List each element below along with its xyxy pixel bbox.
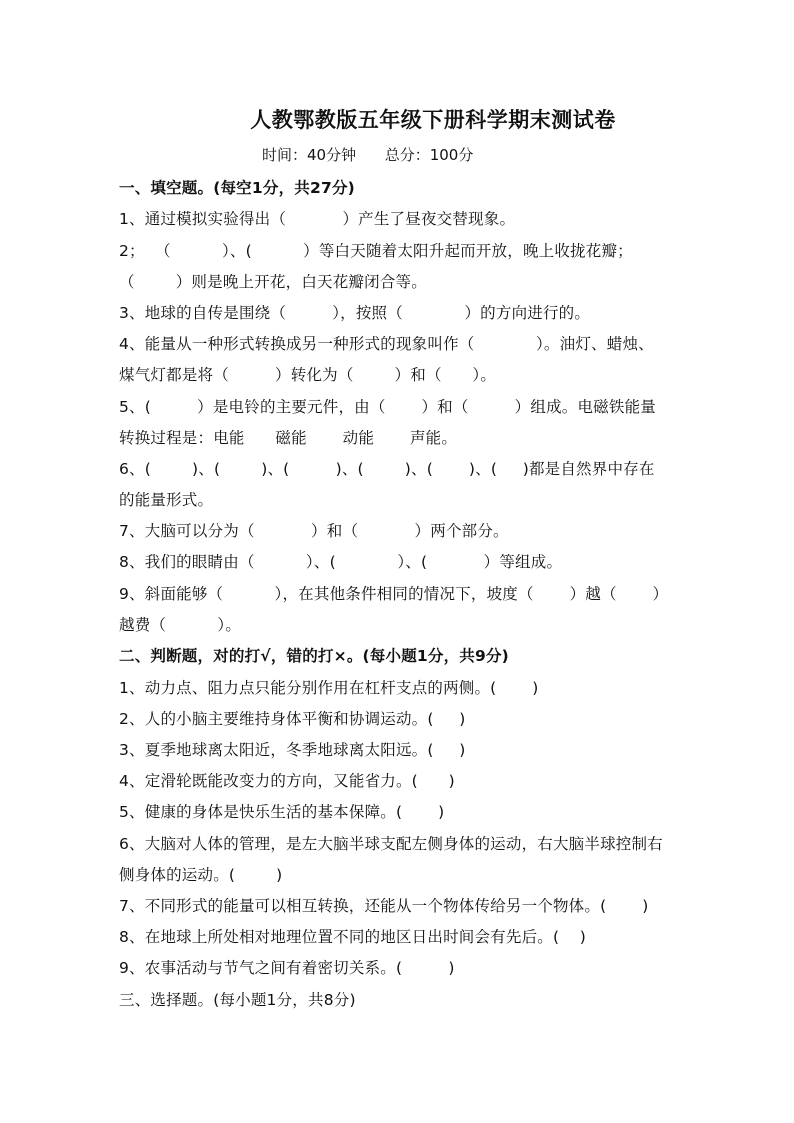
fill-question-line: 7、大脑可以分为（ ）和（ ）两个部分。 [119,522,509,540]
judge-question-line: 6、大脑对人体的管理，是左大脑半球支配左侧身体的运动，右大脑半球控制右 [119,835,663,853]
fill-question-line: 3、地球的自传是围绕（ ），按照（ ）的方向进行的。 [119,304,591,322]
fill-question-line: 越费（ ）。 [119,616,242,634]
judge-question-line: 7、不同形式的能量可以相互转换，还能从一个物体传给另一个物体。( ) [119,897,649,915]
judge-question-line: 5、健康的身体是快乐生活的基本保障。( ) [119,803,445,821]
fill-question-line: 5、( ）是电铃的主要元件，由（ ）和（ ）组成。电磁铁能量 [119,398,656,416]
judge-question-line: 9、农事活动与节气之间有着密切关系。( ) [119,959,455,977]
fill-question-line: 6、( )、( )、( )、( )、( )、( )都是自然界中存在 [119,460,655,478]
fill-question-line: 煤气灯都是将（ ）转化为（ ）和（ ）。 [119,366,497,384]
judge-question-line: 3、夏季地球离太阳近，冬季地球离太阳远。( ) [119,741,466,759]
exam-meta [262,144,473,165]
fill-question-line: 的能量形式。 [119,491,214,509]
fill-question-line: 4、能量从一种形式转换成另一种形式的现象叫作（ ）。油灯、蜡烛、 [119,335,654,353]
fill-question-line: 9、斜面能够（ ），在其他条件相同的情况下，坡度（ ）越（ ） [119,585,669,603]
judge-question-line: 侧身体的运动。( ) [119,866,283,884]
section-3-heading: 三、选择题。(每小题1分，共8分) [119,991,356,1009]
fill-question-line: 8、我们的眼睛由（ ）、( ）、( ）等组成。 [119,553,563,571]
time-limit: 时间：40分钟 [262,146,357,164]
judge-question-line: 2、人的小脑主要维持身体平衡和协调运动。( ) [119,710,466,728]
judge-question-line: 1、动力点、阻力点只能分别作用在杠杆支点的两侧。( ) [119,679,539,697]
section-1-heading: 一、填空题。(每空1分，共27分) [119,179,355,197]
judge-question-line: 4、定滑轮既能改变力的方向，又能省力。( ) [119,772,455,790]
fill-question-line: （ ）则是晚上开花，白天花瓣闭合等。 [119,273,427,291]
section-2-heading: 二、判断题，对的打√，错的打×。(每小题1分，共9分) [119,647,509,665]
page-title: 人教鄂教版五年级下册科学期末测试卷 [250,108,616,132]
fill-question-line: 转换过程是：电能 磁能 动能 声能。 [119,429,458,447]
total-score: 总分：100分 [384,146,474,164]
judge-question-line: 8、在地球上所处相对地理位置不同的地区日出时间会有先后。( ) [119,928,586,946]
fill-question-line: 2； （ ）、( ）等白天随着太阳升起而开放，晚上收拢花瓣； [119,242,633,260]
fill-question-line: 1、通过模拟实验得出（ ）产生了昼夜交替现象。 [119,210,516,228]
